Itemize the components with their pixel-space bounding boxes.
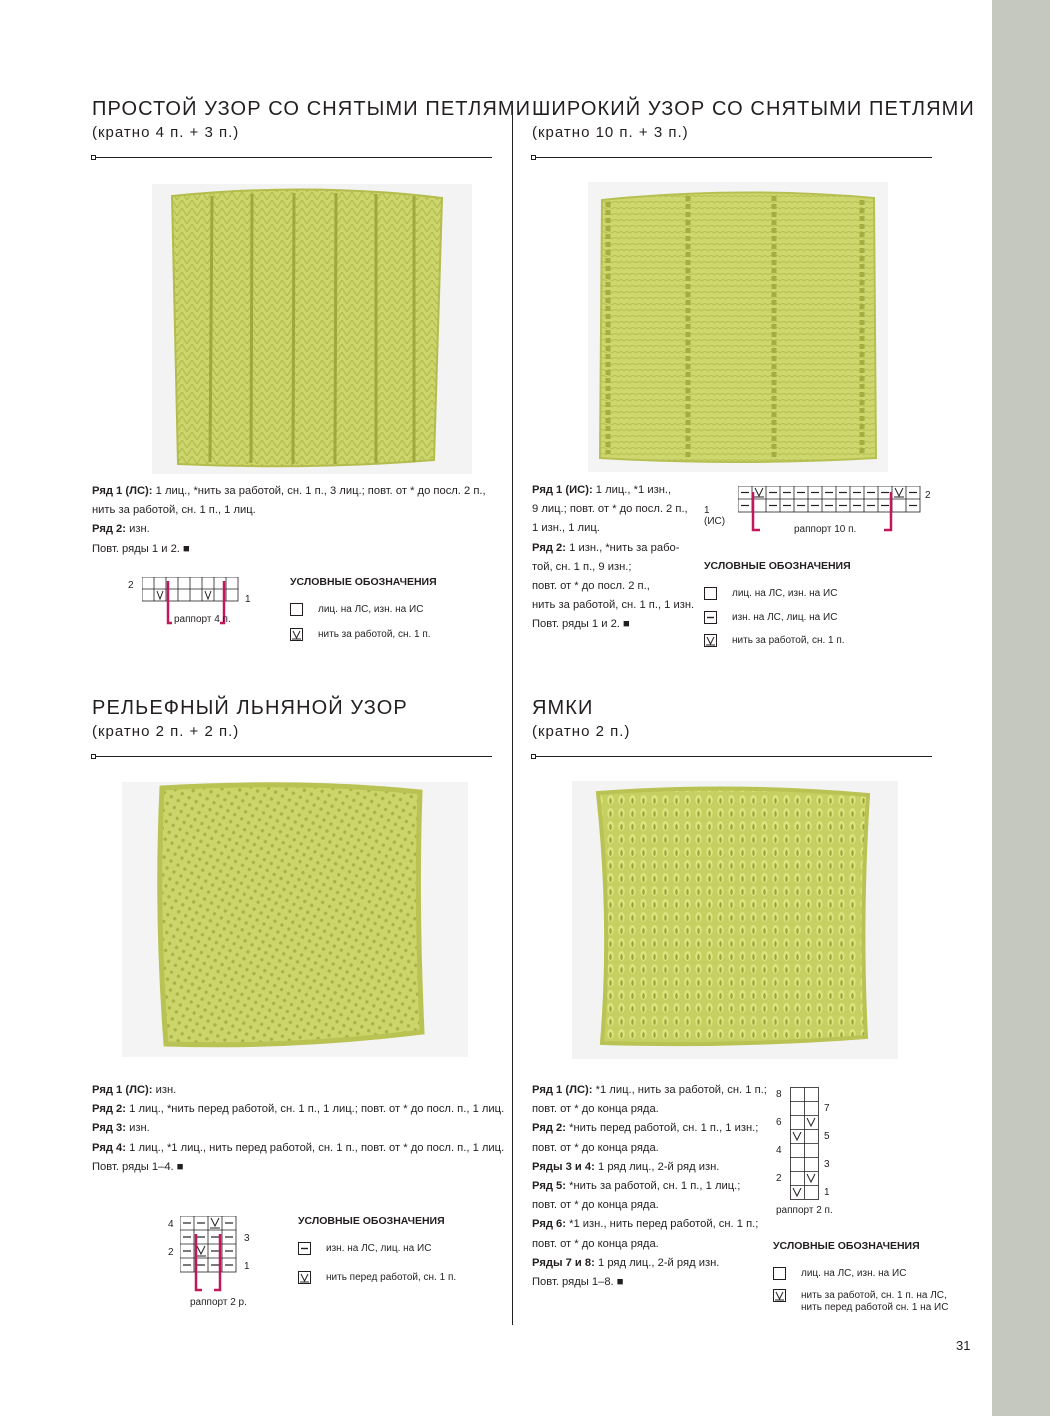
title-rule <box>532 756 932 757</box>
swatch-photo <box>152 184 472 474</box>
legend-title: УСЛОВНЫЕ ОБОЗНАЧЕНИЯ <box>704 560 851 572</box>
legend-title: УСЛОВНЫЕ ОБОЗНАЧЕНИЯ <box>290 576 437 588</box>
pattern-multiple: (кратно 2 п.) <box>532 723 631 740</box>
pattern-section: ПРОСТОЙ УЗОР СО СНЯТЫМИ ПЕТЛЯМИ (кратно 4 п. + 3 п.) Ряд 1 (ЛС): 1 лиц., *нить за работой, сн. 1 п., 3 лиц.; повт. от * до посл. 2 п., нить за работой, сн. 1 п., 1 лиц. Ряд 2: изн. Повт. ряды 1 и 2. ■ 2 1 раппорт 4 п. УСЛОВНЫЕ ОБОЗНАЧЕНИЯ лиц. на ЛС, изн. на ИС нить за работой, сн. 1 п. <box>92 98 532 640</box>
pattern-section: ШИРОКИЙ УЗОР СО СНЯТЫМИ ПЕТЛЯМИ (кратно 10 п. + 3 п.) Ряд 1 (ИС): 1 лиц., *1 изн., 9 лиц.; повт. от * до посл. 2 п., 1 изн., 1 лиц. Ряд 2: 1 изн., *нить за рабо- той, сн. 1 п., 9 изн.; повт. от * до посл. 2 п., нить за работой, сн. 1 п., 1 изн. Повт. ряды 1 и 2. ■ 2 1 (ИС) раппорт 10 п. УСЛОВНЫЕ ОБОЗНАЧЕНИЯ лиц. на ЛС, изн. на ИС изн. на ЛС, лиц. на ИС нить за работой, сн. 1 п. <box>532 98 975 646</box>
page-number: 31 <box>956 1338 971 1353</box>
column-divider <box>512 105 513 1325</box>
pattern-multiple: (кратно 4 п. + 3 п.) <box>92 124 240 141</box>
pattern-title: ПРОСТОЙ УЗОР СО СНЯТЫМИ ПЕТЛЯМИ <box>92 98 532 120</box>
pattern-title: ЯМКИ <box>532 697 594 719</box>
legend-title: УСЛОВНЫЕ ОБОЗНАЧЕНИЯ <box>298 1215 445 1227</box>
swatch-photo <box>122 782 468 1057</box>
pattern-instructions: Ряд 1 (ЛС): изн. Ряд 2: 1 лиц., *нить перед работой, сн. 1 п., 1 лиц.; повт. от * до посл. п., 1 лиц. Ряд 3: изн. Ряд 4: 1 лиц., *1 лиц., нить перед работой, сн. 1 п., повт. от * до посл. п., 1 лиц. Повт. ряды 1–4. ■ <box>92 1084 505 1173</box>
title-rule <box>532 157 932 158</box>
swatch-photo <box>572 781 898 1059</box>
pattern-instructions: Ряд 1 (ЛС): *1 лиц., нить за работой, сн. 1 п.; повт. от * до конца ряда. Ряд 2: *нить перед работой, сн. 1 п., 1 изн.; повт. от * до конца ряда. Ряды 3 и 4: 1 ряд лиц., 2-й ряд изн. Ряд 5: *нить за работой, сн. 1 п., 1 лиц.; повт. от * до конца ряда. Ряд 6: *1 изн., нить перед работой, сн. 1 п.; повт. от * до конца ряда. Ряды 7 и 8: 1 ряд лиц., 2-й ряд изн. Повт. ряды 1–8. ■ <box>532 1084 767 1288</box>
pattern-title: РЕЛЬЕФНЫЙ ЛЬНЯНОЙ УЗОР <box>92 697 408 719</box>
pattern-section: ЯМКИ (кратно 2 п.) Ряд 1 (ЛС): *1 лиц., нить за работой, сн. 1 п.; повт. от * до конца ряда. Ряд 2: *нить перед работой, сн. 1 п., 1 изн.; повт. от * до конца ряда. Ряды 3 и 4: 1 ряд лиц., 2-й ряд изн. Ряд 5: *нить за работой, сн. 1 п., 1 лиц.; повт. от * до конца ряда. Ряд 6: *1 изн., нить перед работой, сн. 1 п.; повт. от * до конца ряда. Ряды 7 и 8: 1 ряд лиц., 2-й ряд изн. Повт. ряды 1–8. ■ 8 7 6 5 4 3 2 1 раппорт 2 п. УСЛОВНЫЕ ОБОЗНАЧЕНИЯ лиц. на ЛС, изн. на ИС нить за работой, сн. 1 п. на ЛС, нить перед работой сн. 1 на ИС <box>532 697 949 1313</box>
pattern-title: ШИРОКИЙ УЗОР СО СНЯТЫМИ ПЕТЛЯМИ <box>532 98 975 120</box>
page-edge-band <box>992 0 1050 1416</box>
legend-title: УСЛОВНЫЕ ОБОЗНАЧЕНИЯ <box>773 1240 920 1252</box>
swatch-photo <box>588 182 888 472</box>
pattern-instructions: Ряд 1 (ЛС): 1 лиц., *нить за работой, сн. 1 п., 3 лиц.; повт. от * до посл. 2 п., нить за работой, сн. 1 п., 1 лиц. Ряд 2: изн. Повт. ряды 1 и 2. ■ <box>92 485 486 555</box>
pattern-instructions: Ряд 1 (ИС): 1 лиц., *1 изн., 9 лиц.; повт. от * до посл. 2 п., 1 изн., 1 лиц. Ряд 2: 1 изн., *нить за рабо- той, сн. 1 п., 9 изн.; повт. от * до посл. 2 п., нить за работой, сн. 1 п., 1 изн. Повт. ряды 1 и 2. ■ <box>532 484 695 631</box>
pattern-section: РЕЛЬЕФНЫЙ ЛЬНЯНОЙ УЗОР (кратно 2 п. + 2 п.) Ряд 1 (ЛС): изн. Ряд 2: 1 лиц., *нить перед работой, сн. 1 п., 1 лиц.; повт. от * до посл. п., 1 лиц. Ряд 3: изн. Ряд 4: 1 лиц., *1 лиц., нить перед работой, сн. 1 п., повт. от * до посл. п., 1 лиц. Повт. ряды 1–4. ■ 4 3 2 1 раппорт 2 р. УСЛОВНЫЕ ОБОЗНАЧЕНИЯ изн. на ЛС, лиц. на ИС нить перед работой, сн. 1 п. <box>92 697 505 1308</box>
pattern-multiple: (кратно 2 п. + 2 п.) <box>92 723 240 740</box>
title-rule <box>92 756 492 757</box>
pattern-multiple: (кратно 10 п. + 3 п.) <box>532 124 689 141</box>
title-rule <box>92 157 492 158</box>
